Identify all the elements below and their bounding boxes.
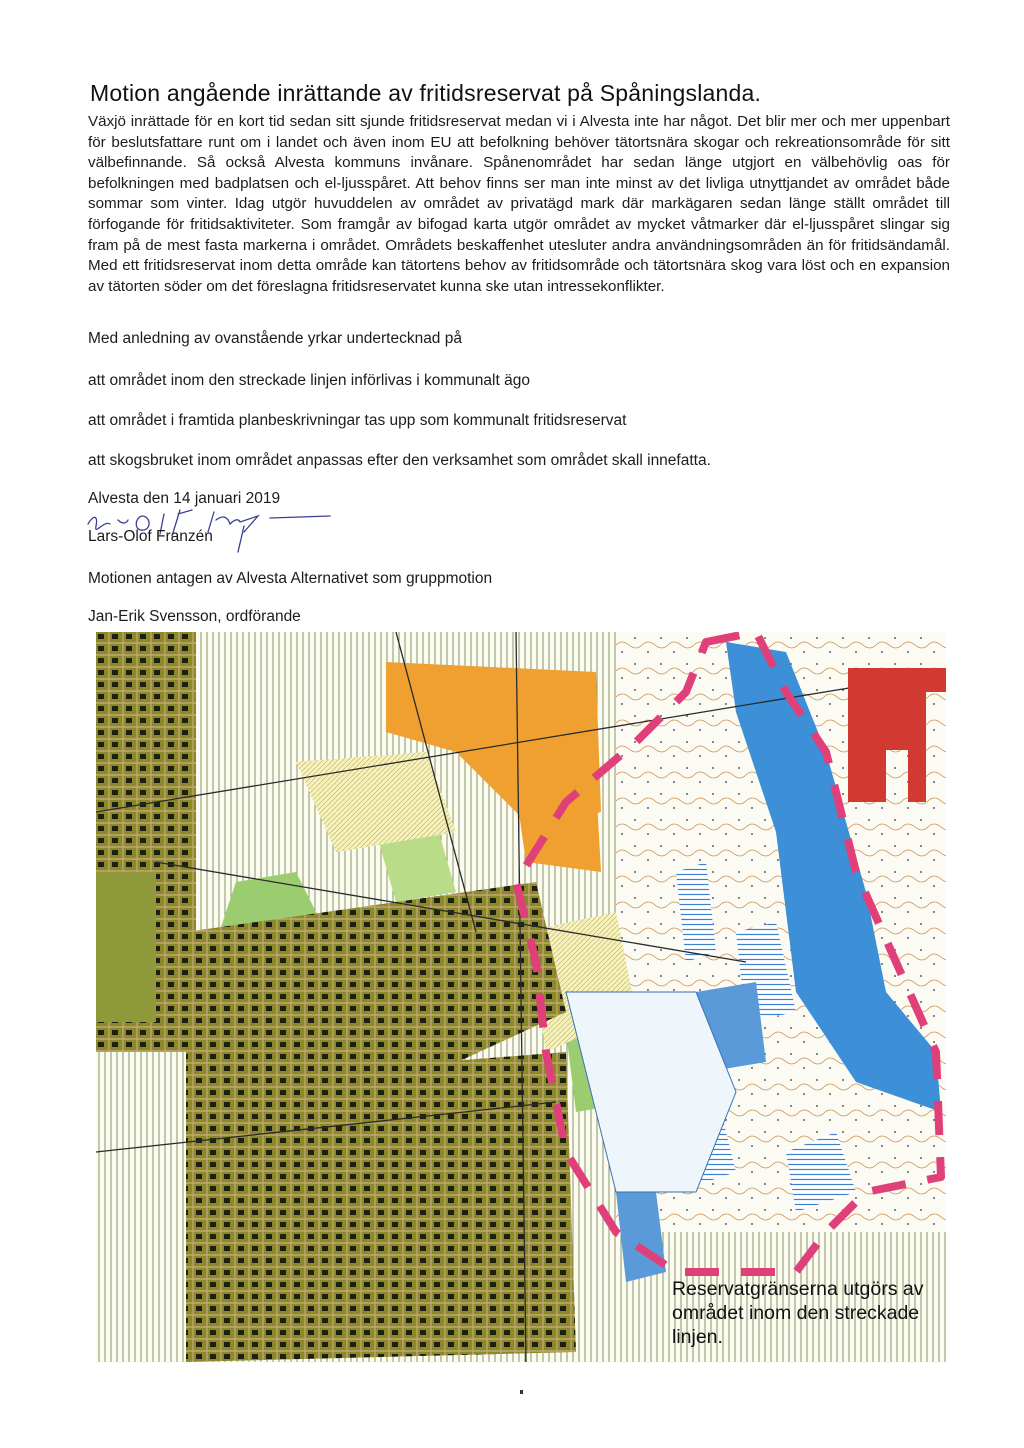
demand-item-1: att området inom den streckade linjen införlivas i kommunalt ägo [88, 372, 530, 389]
motion-body: Växjö inrättade för en kort tid sedan sitt sjunde fritidsreservat medan vi i Alvesta inte har något. Det blir mer och mer uppenbart för beslutsfattare runt om i landet och även inom EU att befolkning behöver tätortsnära skogar och rekreationsområde för sitt välbefinnande. Så också Alvesta kommuns invånare. Spånenområdet har sedan länge utgjort en välbehövlig oas för befolkningen med badplatsen och el-ljusspåret. Att behov finns ser man inte minst av det livliga utnyttjandet av området både sommar som vinter. Idag utgör huvuddelen av området av privatägd mark där markägaren sedan länge ställt området till förfogande för fritidsaktiviteter. Som framgår av bifogad karta utgör området av mycket våtmarker där el-ljusspåret slingar sig fram på de mest fasta markerna i området. Områdets beskaffenhet utesluter andra användningsområden än för fritidsändamål. Med ett fritidsreservat inom detta område kan tätortens behov av fritidsområde och tätortsnära skog vara löst och en expansion av tätorten söder om det föreslagna fritidsreservatet kunna ske utan intressekonflikter. [88, 113, 950, 295]
place-date: Alvesta den 14 januari 2019 [88, 490, 281, 507]
handwritten-signature [84, 496, 364, 556]
demand-item-3: att skogsbruket inom området anpassas efter den verksamhet som området skall innefatta. [88, 452, 711, 469]
document-title: Motion angående inrättande av fritidsreservat på Spåningslanda. [90, 80, 762, 106]
page-mark [520, 1390, 523, 1394]
map-caption: Reservatgränserna utgörs av området inom den streckade linjen. [672, 1278, 924, 1348]
demands-intro: Med anledning av ovanstående yrkar undertecknad på [88, 330, 462, 347]
signer-name: Lars-Olof Franzén [88, 528, 213, 545]
reserve-map [96, 632, 946, 1362]
chair-name: Jan-Erik Svensson, ordförande [88, 608, 301, 625]
demand-item-2: att området i framtida planbeskrivningar tas upp som kommunalt fritidsreservat [88, 412, 627, 429]
adoption-note: Motionen antagen av Alvesta Alternativet som gruppmotion [88, 570, 493, 587]
